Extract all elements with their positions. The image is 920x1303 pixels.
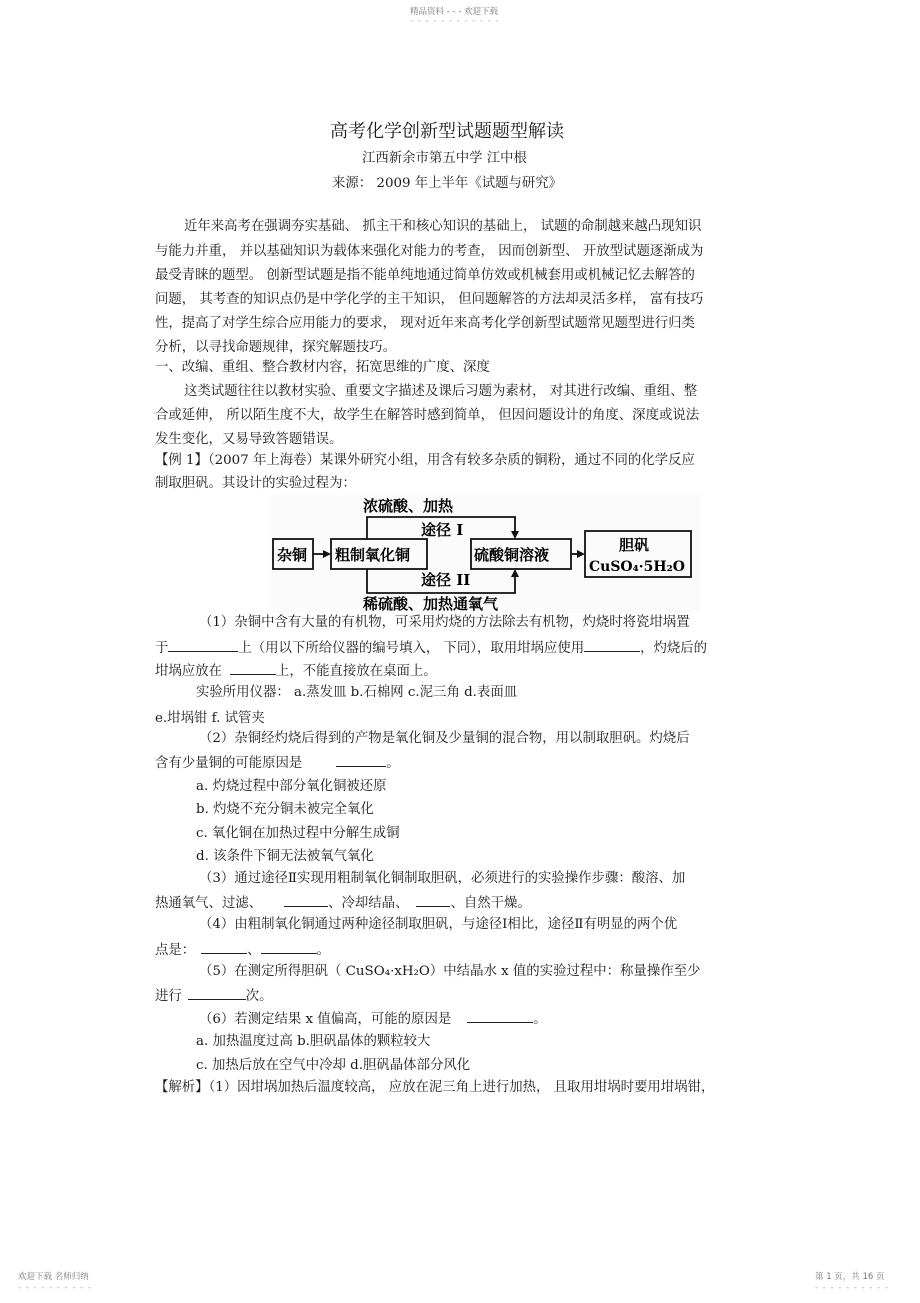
section-heading: 一、改编、重组、整合教材内容，拓宽思维的广度、深度 [155, 360, 490, 375]
bottom-route-label: 稀硫酸、加热通氧气 [363, 595, 499, 613]
q4-line: （4）由粗制氧化铜通过两种途径制取胆矾，与途径Ⅰ相比，途径Ⅱ有明显的两个优 [199, 917, 678, 932]
path1-label: 途径 I [421, 521, 464, 539]
example-line: 制取胆矾。其设计的实验过程为： [155, 476, 356, 491]
path2-label: 途径 II [421, 571, 471, 589]
q2-option: c. 氧化铜在加热过程中分解生成铜 [196, 826, 400, 841]
section-para-line: 发生变化，又易导致答题错误。 [155, 432, 343, 447]
node-d-label: 胆矾 [619, 536, 650, 554]
answer-blank [584, 638, 640, 652]
q6-option: a. 加热温度过高 b.胆矾晶体的颗粒较大 [196, 1034, 431, 1049]
document-title: 高考化学创新型试题题型解读 [330, 121, 564, 142]
intro-line: 问题， 其考查的知识点仍是中学化学的主干知识， 但问题解答的方法却灵活多样， 富有技巧 [155, 292, 704, 307]
header-text: 精品资料 - - - 欢迎下载 [410, 7, 499, 17]
node-a-label: 杂铜 [277, 546, 308, 564]
q1-line: 于 上（用以下所给仪器的编号填入， 下同），取用坩埚应使用 ，灼烧后的 [155, 638, 707, 658]
answer-blank [284, 893, 328, 907]
answer-blank [261, 940, 317, 954]
node-d-formula: CuSO₄·5H₂O [589, 559, 685, 575]
node-c-label: 硫酸铜溶液 [474, 546, 550, 564]
q2-option: d. 该条件下铜无法被氧气氧化 [196, 849, 374, 864]
intro-line: 性，提高了对学生综合应用能力的要求， 现对近年来高考化学创新型试题常见题型进行归类 [155, 316, 695, 331]
intro-line: 近年来高考在强调夯实基础、 抓主干和核心知识的基础上， 试题的命制越来越凸现知识 [184, 219, 702, 234]
q3-line: 热通氧气、过滤、 、冷却结晶、 、自然干燥。 [155, 893, 531, 913]
q6-option: c. 加热后放在空气中冷却 d.胆矾晶体部分风化 [196, 1058, 471, 1073]
instrument-list: 实验所用仪器： a.蒸发皿 b.石棉网 c.泥三角 d.表面皿 [196, 685, 518, 700]
answer-blank [416, 893, 450, 907]
experiment-flow-diagram [271, 495, 701, 613]
instrument-list: e.坩埚钳 f. 试管夹 [155, 711, 265, 726]
example-line: 【例 1】（2007 年上海卷）某课外研究小组，用含有较多杂质的铜粉，通过不同的化学反应 [155, 453, 695, 468]
answer-blank [188, 986, 246, 1000]
top-route-label: 浓硫酸、加热 [363, 497, 454, 515]
q4-line: 点是： 、 。 [155, 940, 330, 960]
section-para-line: 这类试题往往以教材实验、重要文字描述及课后习题为素材， 对其进行改编、重组、整 [184, 384, 698, 399]
q3-line: （3）通过途径Ⅱ实现用粗制氧化铜制取胆矾，必须进行的实验操作步骤：酸溶、加 [199, 871, 686, 886]
footer-left-text: 欢迎下载 名师归纳 [18, 1272, 89, 1282]
section-para-line: 合或延伸， 所以陌生度不大，故学生在解答时感到简单， 但因问题设计的角度、深度或说法 [155, 408, 700, 423]
q6-line: （6）若测定结果 x 值偏高，可能的原因是 。 [199, 1009, 547, 1029]
q2-option: a. 灼烧过程中部分氧化铜被还原 [196, 779, 387, 794]
q2-option: b. 灼烧不充分铜未被完全氧化 [196, 802, 374, 817]
intro-line: 最受青睐的题型。 创新型试题是指不能单纯地通过简单仿效或机械套用或机械记忆去解答的 [155, 268, 695, 283]
answer-blank [467, 1009, 533, 1023]
node-b-label: 粗制氧化铜 [335, 546, 411, 564]
page-number: 第 1 页，共 16 页 [815, 1272, 885, 1282]
source-line: 来源： 2009 年上半年《试题与研究》 [332, 176, 563, 191]
q5-line: （5）在测定所得胆矾（ CuSO₄·xH₂O）中结晶水 x 值的实验过程中：称量操作至少 [199, 964, 701, 979]
analysis-line: 【解析】（1）因坩埚加热后温度较高， 应放在泥三角上进行加热， 且取用坩埚时要用坩埚钳， [155, 1080, 715, 1095]
q5-line: 进行 次。 [155, 986, 273, 1006]
header-dashes: - - - - - - - - - - - - [410, 16, 500, 26]
intro-line: 分析，以寻找命题规律，探究解题技巧。 [155, 340, 397, 355]
author-line: 江西新余市第五中学 江中根 [362, 151, 527, 166]
answer-blank [230, 661, 276, 675]
q2-line: 含有少量铜的可能原因是 。 [155, 753, 400, 773]
q2-line: （2）杂铜经灼烧后得到的产物是氧化铜及少量铜的混合物，用以制取胆矾。灼烧后 [199, 731, 690, 746]
answer-blank [336, 753, 386, 767]
intro-line: 与能力并重， 并以基础知识为载体来强化对能力的考查， 因而创新型、 开放型试题逐渐成为 [155, 244, 704, 259]
footer-right-dashes: - - - - - - - - - - [815, 1283, 889, 1293]
q1-line: （1）杂铜中含有大量的有机物，可采用灼烧的方法除去有机物，灼烧时将瓷坩埚置 [199, 615, 690, 630]
footer-left-dashes: - - - - - - - - - - [18, 1283, 92, 1293]
answer-blank [168, 638, 238, 652]
q1-line: 坩埚应放在 上，不能直接放在桌面上。 [155, 661, 437, 681]
answer-blank [201, 940, 247, 954]
